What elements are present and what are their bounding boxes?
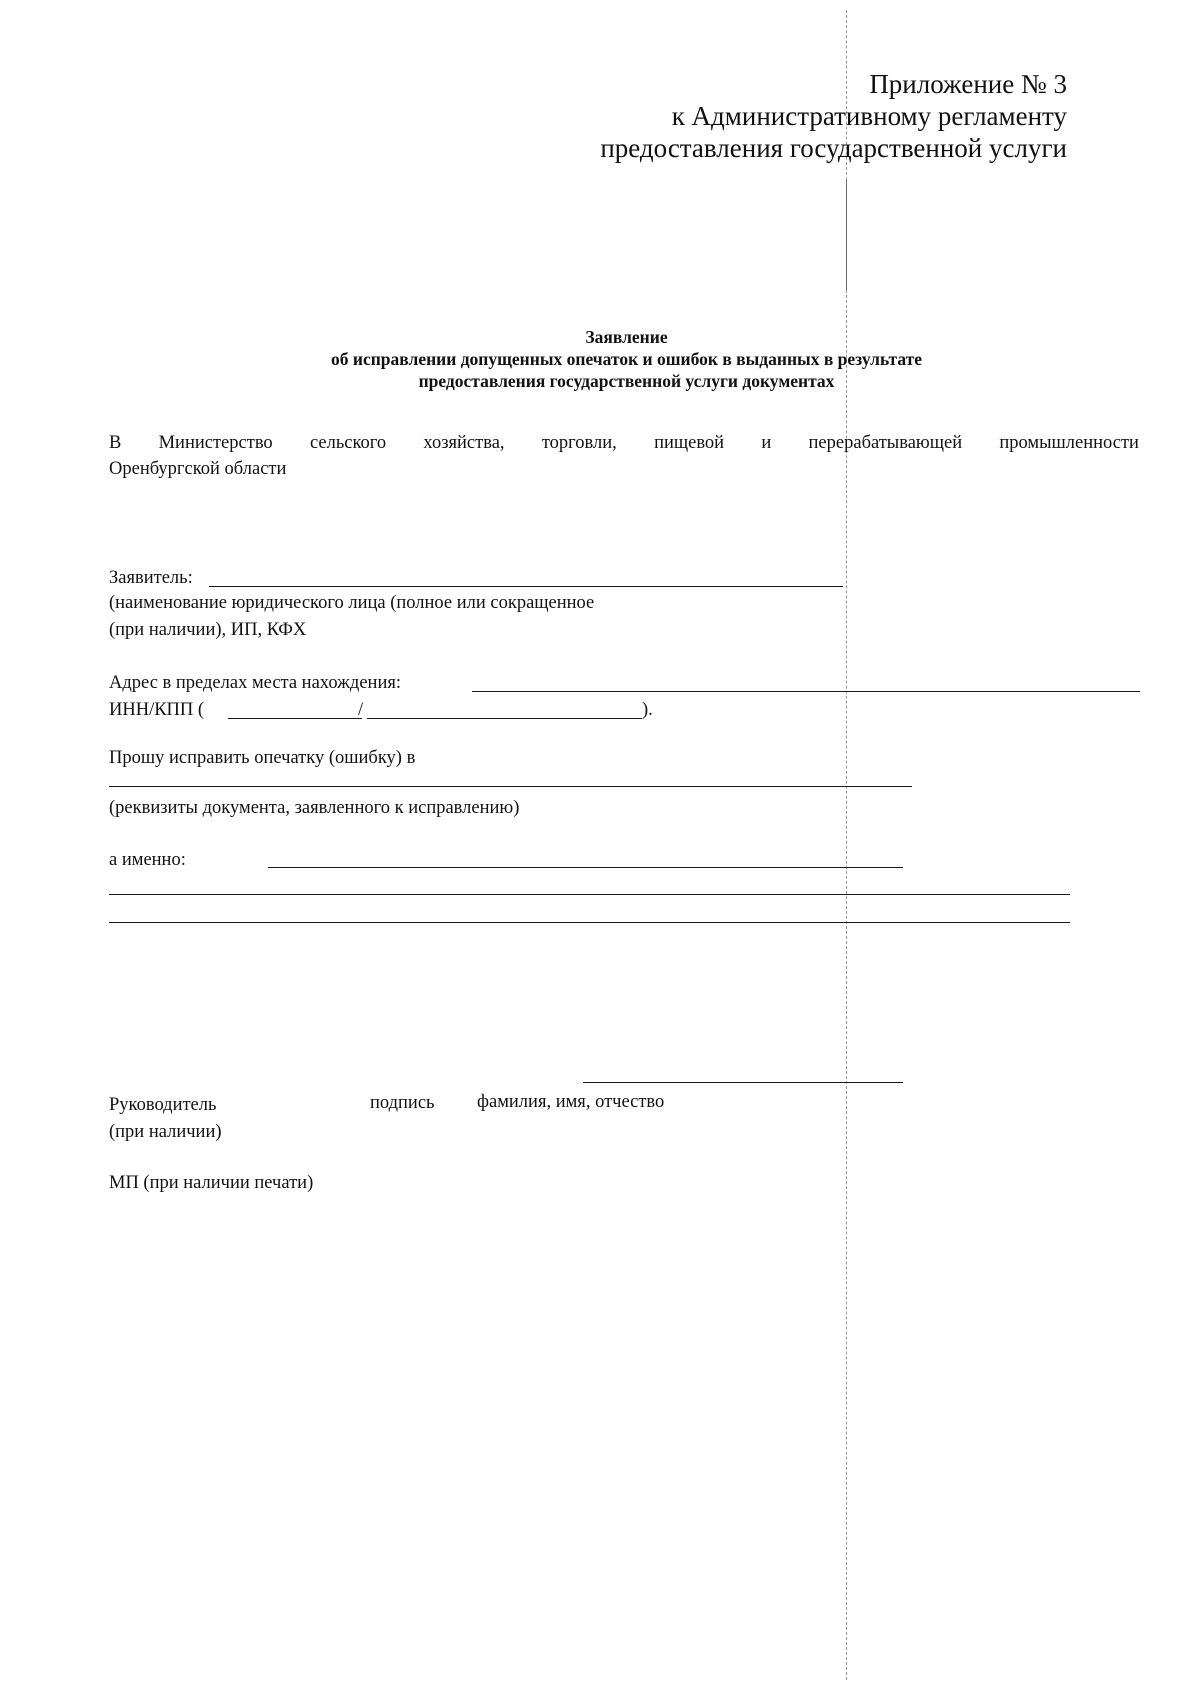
addressee-line-2: Оренбургской области xyxy=(109,459,287,479)
applicant-hint-2: (при наличии), ИП, КФХ xyxy=(109,620,307,640)
addressee-word: В xyxy=(109,433,122,453)
applicant-label: Заявитель: xyxy=(109,568,193,588)
addressee-word: торговли, xyxy=(541,433,617,453)
scan-fold-mark xyxy=(846,290,847,1680)
appendix-regulation: к Административному регламенту xyxy=(671,101,1067,131)
namely-field-2[interactable] xyxy=(109,894,1070,895)
document-title xyxy=(0,326,1200,392)
addressee-word: Министерство xyxy=(158,433,273,453)
namely-field-3[interactable] xyxy=(109,922,1070,923)
scan-fold-mark xyxy=(846,180,847,290)
title-line-2: об исправлении допущенных опечаток и ошибок в выданных в результате xyxy=(330,349,923,369)
inn-kpp-separator: / xyxy=(358,700,364,720)
signature-name-field[interactable] xyxy=(583,1082,903,1083)
appendix-number: Приложение № 3 xyxy=(869,69,1067,99)
addressee-word: хозяйства, xyxy=(423,433,505,453)
applicant-field[interactable] xyxy=(209,586,843,587)
addressee-word: промышленности xyxy=(999,433,1139,453)
applicant-hint-1: (наименование юридического лица (полное или сокращенное xyxy=(109,593,595,613)
title-line-3: предоставления государственной услуги документах xyxy=(418,371,835,391)
document-details-hint: (реквизиты документа, заявленного к исправлению) xyxy=(109,798,520,818)
addressee xyxy=(109,430,1139,482)
signature-caption: подпись xyxy=(370,1093,435,1113)
title-line-1: Заявление xyxy=(585,327,668,347)
inn-field[interactable] xyxy=(228,718,362,719)
inn-kpp-close: ). xyxy=(642,700,653,720)
stamp-label: МП (при наличии печати) xyxy=(109,1173,314,1193)
addressee-word: сельского xyxy=(309,433,387,453)
namely-label: а именно: xyxy=(109,850,186,870)
head-label: Руководитель xyxy=(109,1095,217,1115)
kpp-field[interactable] xyxy=(367,718,642,719)
appendix-header xyxy=(600,68,1067,164)
full-name-caption: фамилия, имя, отчество xyxy=(477,1092,665,1112)
address-field[interactable] xyxy=(472,691,1140,692)
address-label: Адрес в пределах места нахождения: xyxy=(109,673,401,693)
addressee-word: перерабатывающей xyxy=(808,433,963,453)
document-details-field[interactable] xyxy=(109,786,912,787)
addressee-word: и xyxy=(761,433,772,453)
appendix-service: предоставления государственной услуги xyxy=(600,133,1067,163)
request-label: Прошу исправить опечатку (ошибку) в xyxy=(109,748,416,768)
inn-kpp-label: ИНН/КПП ( xyxy=(109,700,205,720)
addressee-line-1 xyxy=(109,430,1139,456)
namely-field-1[interactable] xyxy=(268,867,903,868)
addressee-word: пищевой xyxy=(654,433,725,453)
head-hint: (при наличии) xyxy=(109,1122,222,1142)
